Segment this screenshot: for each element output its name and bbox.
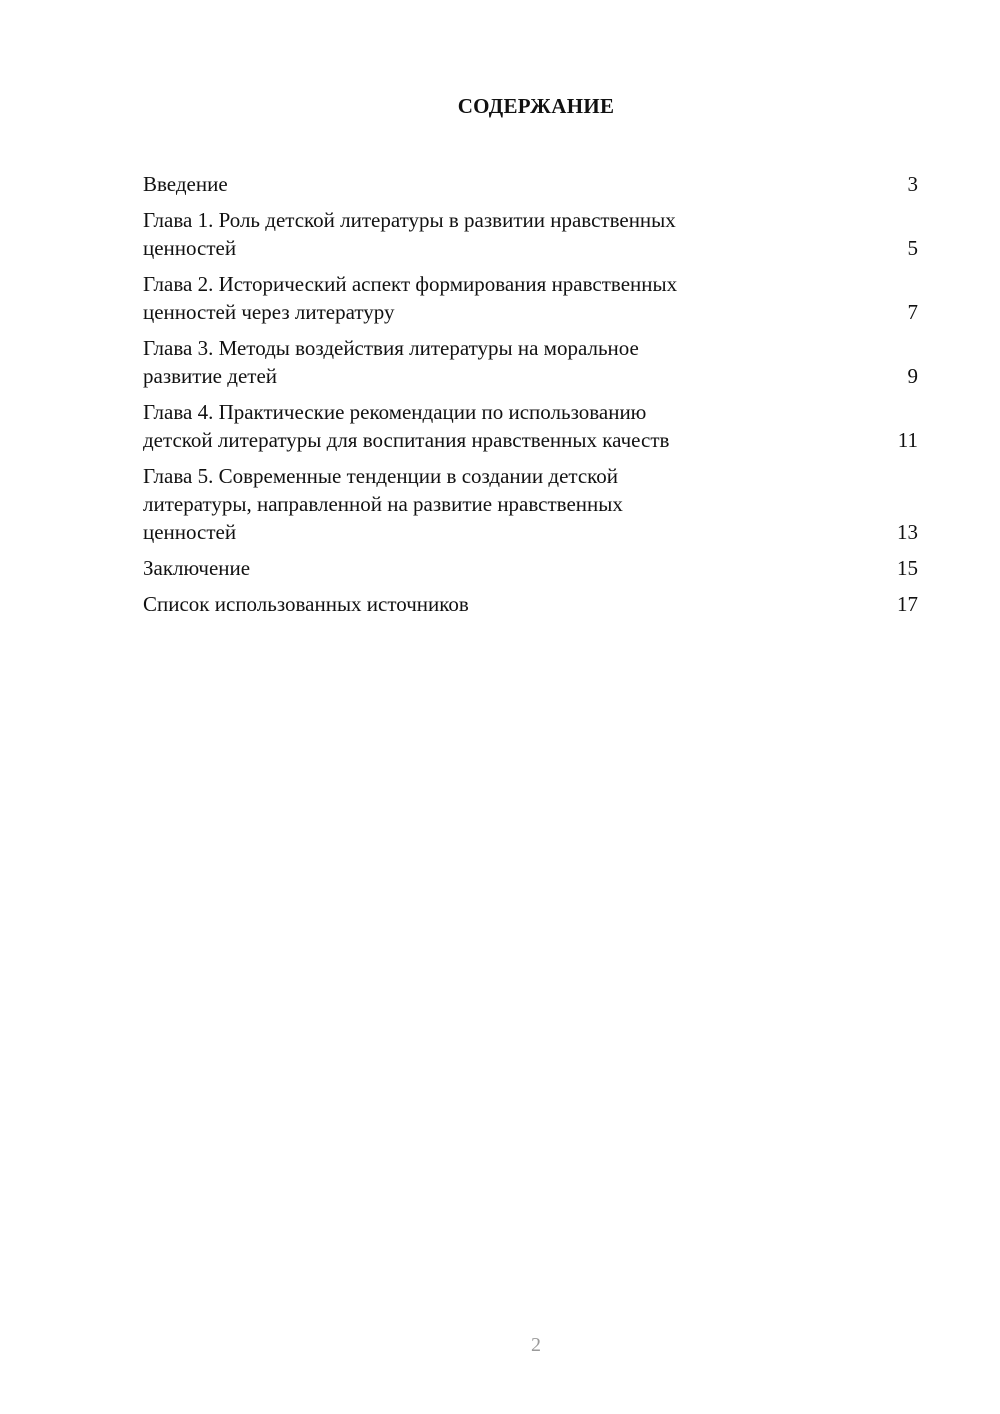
toc-entry-label: Список использованных источников (143, 592, 469, 616)
toc-entry-page: 5 (907, 236, 918, 260)
toc-entry-conclusion (143, 554, 918, 582)
toc-entry-label: Глава 1. Роль детской литературы в развитии нравственных ценностей (143, 208, 676, 260)
toc-entry-label: Глава 5. Современные тенденции в создании детской литературы, направленной на развитие нравственных ценностей (143, 464, 623, 544)
toc-entry-label: Введение (143, 172, 228, 196)
toc-entry-chapter-1 (143, 206, 918, 262)
toc-entry-page: 9 (907, 364, 918, 388)
toc-entry-page: 11 (897, 428, 918, 452)
table-of-contents (143, 170, 918, 626)
toc-entry-label: Заключение (143, 556, 251, 580)
toc-entry-page: 7 (907, 300, 918, 324)
toc-entry-chapter-3 (143, 334, 918, 390)
toc-entry-label: Глава 4. Практические рекомендации по использованию детской литературы для воспитания нравственных качеств (143, 400, 670, 452)
toc-entry-page: 3 (907, 172, 918, 196)
toc-title: СОДЕРЖАНИЕ (457, 94, 615, 118)
toc-entry-chapter-2 (143, 270, 918, 326)
toc-entry-page: 15 (897, 556, 918, 580)
toc-entry-references (143, 590, 918, 618)
toc-entry-label: Глава 2. Исторический аспект формирования нравственных ценностей через литературу (143, 272, 678, 324)
page-number: 2 (531, 1334, 541, 1356)
toc-entry-introduction (143, 170, 918, 198)
toc-entry-page: 17 (897, 592, 918, 616)
toc-entry-page: 13 (897, 520, 918, 544)
toc-entry-label: Глава 3. Методы воздействия литературы на моральное развитие детей (143, 336, 639, 388)
toc-entry-chapter-5 (143, 462, 918, 546)
toc-entry-chapter-4 (143, 398, 918, 454)
